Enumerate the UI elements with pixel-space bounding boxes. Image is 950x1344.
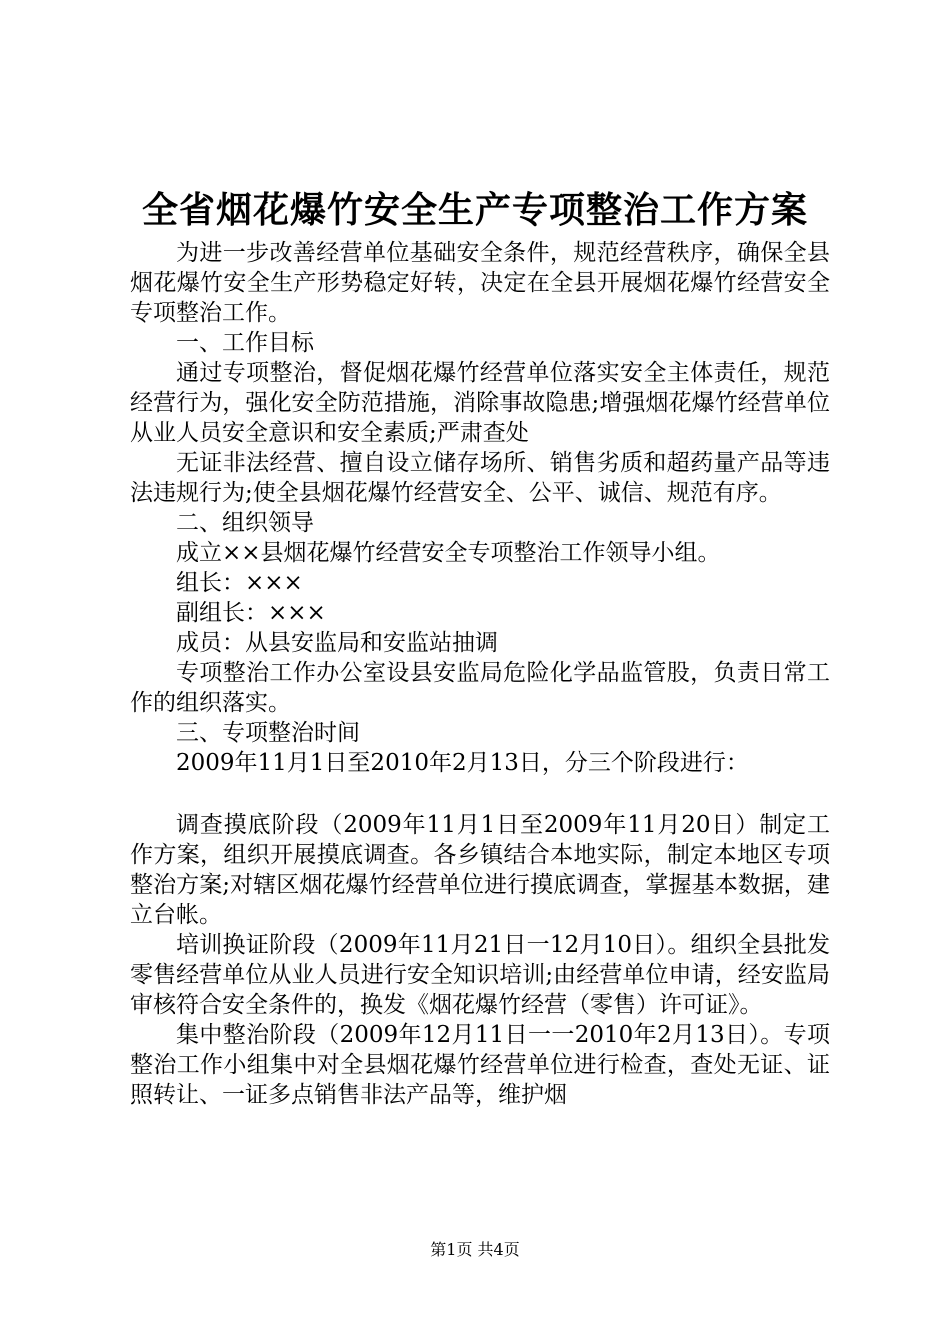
section-heading-goals: 一、工作目标 bbox=[176, 330, 314, 356]
section-heading-organization: 二、组织领导 bbox=[176, 510, 314, 536]
document-title: 全省烟花爆竹安全生产专项整治工作方案 bbox=[141, 189, 808, 231]
leader-line: 组长：××× bbox=[176, 570, 303, 596]
office-paragraph: 专项整治工作办公室设县安监局危险化学品监管股，负责日常工作的组织落实。 bbox=[130, 660, 830, 716]
stage-3-paragraph: 集中整治阶段（2009年12月11日一一2010年2月13日）。专项整治工作小组集中对全县烟花爆竹经营单位进行检查，查处无证、证照转让、一证多点销售非法产品等，维护烟 bbox=[130, 1022, 830, 1108]
stage-2-paragraph: 培训换证阶段（2009年11月21日一12月10日）。组织全县批发零售经营单位从业人员进行安全知识培训;由经营单位申请，经安监局审核符合安全条件的，换发《烟花爆竹经营（零售）许可证》。 bbox=[130, 932, 830, 1018]
blank-line bbox=[130, 778, 830, 810]
section-heading-schedule: 三、专项整治时间 bbox=[176, 720, 360, 746]
vice-leader-line: 副组长：××× bbox=[176, 600, 326, 626]
page-footer: 第1页 共4页 bbox=[430, 1240, 520, 1259]
goals-paragraph-2: 无证非法经营、擅自设立储存场所、销售劣质和超药量产品等违法违规行为;使全县烟花爆竹经营安全、公平、诚信、规范有序。 bbox=[130, 450, 830, 506]
members-line: 成员：从县安监局和安监站抽调 bbox=[176, 630, 498, 656]
goals-paragraph-1: 通过专项整治，督促烟花爆竹经营单位落实安全主体责任，规范经营行为，强化安全防范措施，消除事故隐患;增强烟花爆竹经营单位从业人员安全意识和安全素质;严肃查处 bbox=[130, 360, 830, 446]
schedule-paragraph: 2009年11月1日至2010年2月13日，分三个阶段进行： bbox=[176, 750, 749, 776]
intro-paragraph: 为进一步改善经营单位基础安全条件，规范经营秩序，确保全县烟花爆竹安全生产形势稳定好转，决定在全县开展烟花爆竹经营安全专项整治工作。 bbox=[130, 240, 830, 326]
organization-paragraph: 成立××县烟花爆竹经营安全专项整治工作领导小组。 bbox=[176, 540, 721, 566]
stage-1-paragraph: 调查摸底阶段（2009年11月1日至2009年11月20日）制定工作方案，组织开展摸底调查。各乡镇结合本地实际，制定本地区专项整治方案;对辖区烟花爆竹经营单位进行摸底调查，掌握基本数据，建立台帐。 bbox=[130, 812, 830, 928]
document-page bbox=[130, 186, 830, 1110]
